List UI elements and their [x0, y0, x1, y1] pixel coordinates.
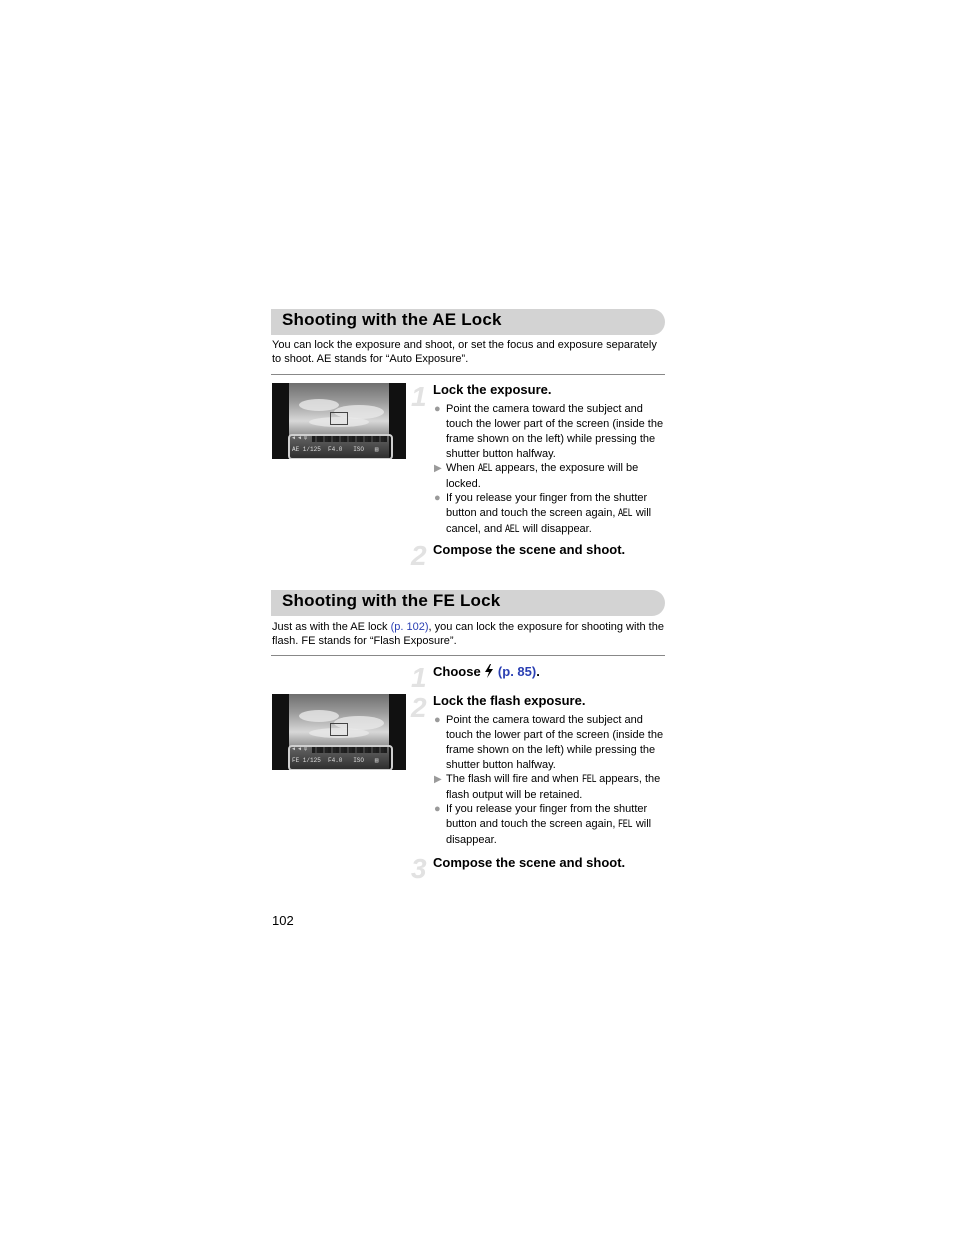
af-frame	[330, 723, 348, 736]
divider	[271, 655, 665, 656]
result-arrow-icon: ▶	[434, 463, 442, 474]
bullet-text: Point the camera toward the subject and touch the lower part of the screen (inside the frame shown on the left) while pressing the shutter button halfway.	[446, 403, 664, 460]
bullet-text: If you release your finger from the shutter button and touch the screen again, FEL will disappear.	[446, 803, 652, 846]
step-number: 1	[411, 662, 427, 693]
bullet-circle-icon: ●	[434, 714, 441, 726]
osd-top-text: ◀ ◀ ψ	[292, 746, 308, 752]
ael-icon: AEL	[505, 524, 520, 536]
bullet-text: Point the camera toward the subject and touch the lower part of the screen (inside the frame shown on the left) while pressing the shutter button halfway.	[446, 714, 664, 771]
camera-screen-image	[272, 694, 406, 770]
page-link[interactable]: (p. 85)	[497, 664, 537, 679]
step-number: 3	[411, 853, 427, 884]
page-number: 102	[272, 913, 294, 928]
osd-bottom-text: FE 1/125 F4.0 ISO ▤	[292, 757, 379, 764]
step-title: Choose (p. 85).	[433, 664, 540, 679]
section-title: Shooting with the AE Lock	[282, 310, 502, 329]
step-title: Lock the exposure.	[433, 382, 552, 397]
bullet-text: The flash will fire and when FEL appears, the flash output will be retained.	[446, 773, 661, 801]
ael-icon: AEL	[618, 508, 633, 520]
bullet-circle-icon: ●	[434, 492, 441, 504]
divider	[271, 374, 665, 375]
section-header-ae-lock	[271, 309, 665, 335]
step-number: 2	[411, 692, 427, 723]
section-intro: Just as with the AE lock (p. 102), you can lock the exposure for shooting with the flash. FE stands for “Flash Exposure”.	[272, 621, 664, 647]
bullet-text: If you release your finger from the shutter button and touch the screen again, AEL will cancel, and AEL will disappear.	[446, 492, 652, 536]
fel-icon: FEL	[581, 774, 597, 786]
section-title: Shooting with the FE Lock	[282, 591, 501, 610]
camera-screen-image	[272, 383, 406, 459]
osd-top-text: ◀ ◀ ψ	[292, 435, 308, 441]
step-number: 1	[411, 381, 427, 412]
fel-icon: FEL	[618, 819, 633, 831]
flash-icon	[484, 664, 494, 678]
step-number: 2	[411, 540, 427, 571]
step-title: Compose the scene and shoot.	[433, 542, 626, 557]
section-intro: You can lock the exposure and shoot, or set the focus and exposure separately to shoot. AE stands for “Auto Exposure”.	[272, 339, 657, 365]
step-title: Lock the flash exposure.	[433, 693, 586, 708]
osd-bottom-text: AE 1/125 F4.0 ISO ▤	[292, 446, 379, 453]
ael-icon: AEL	[477, 463, 493, 475]
section-header-fe-lock	[271, 590, 665, 616]
bullet-text: When AEL appears, the exposure will be locked.	[446, 462, 639, 490]
bullet-circle-icon: ●	[434, 403, 441, 415]
bullet-circle-icon: ●	[434, 803, 441, 815]
result-arrow-icon: ▶	[434, 774, 442, 785]
page-link[interactable]: (p. 102)	[390, 621, 429, 633]
af-frame	[330, 412, 348, 425]
step-title: Compose the scene and shoot.	[433, 855, 626, 870]
